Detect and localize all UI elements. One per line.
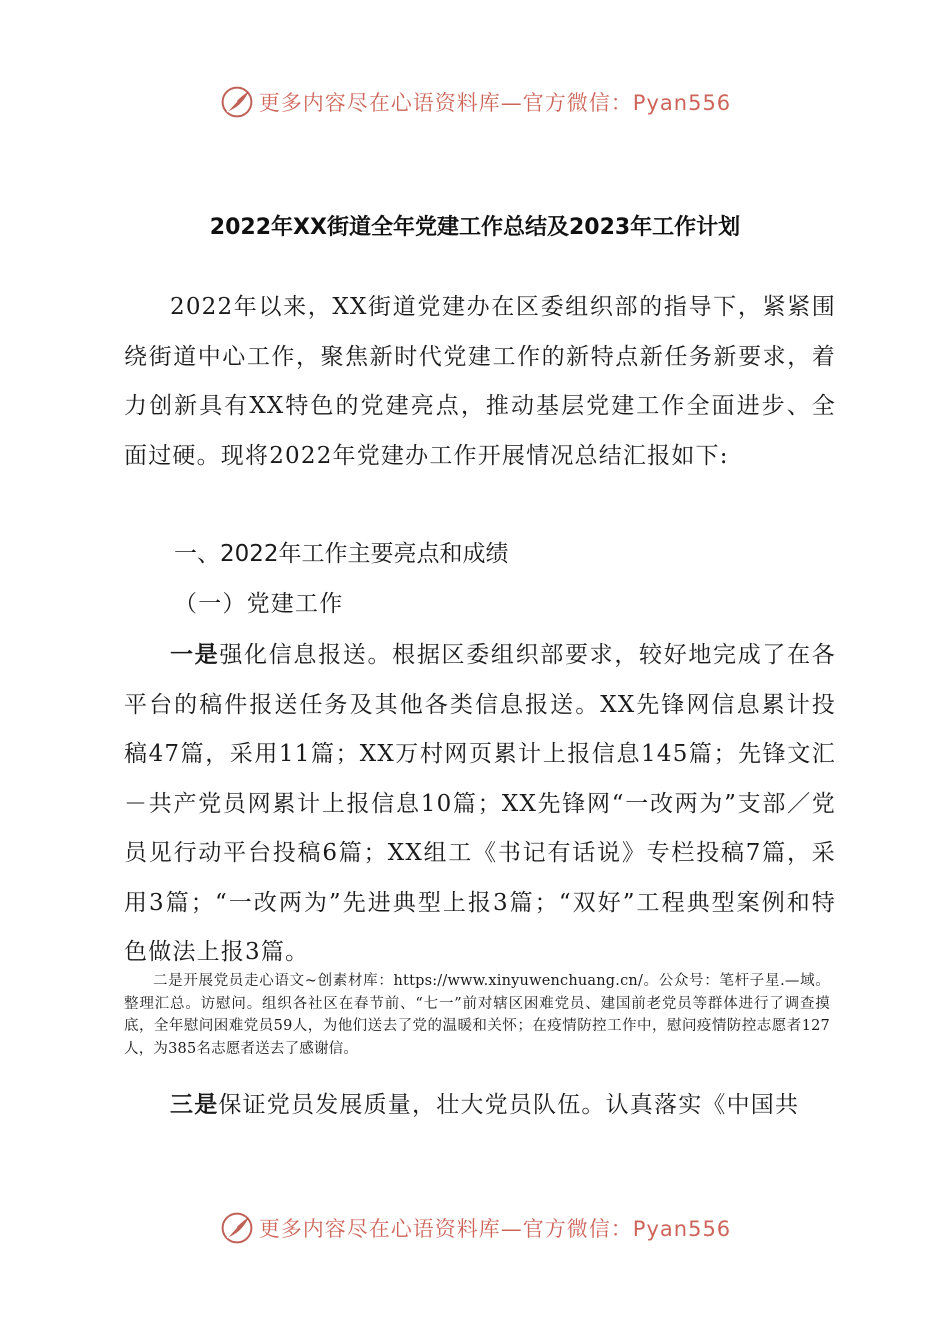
watermark-footer: [0, 1208, 950, 1248]
document-title: 2022年XX街道全年党建工作总结及2023年工作计划: [209, 215, 741, 240]
quill-pen-logo-icon: [219, 84, 255, 120]
item-paragraph-1: [124, 631, 836, 978]
item-text-3: 保证党员发展质量，壮大党员队伍。认真落实《中国共: [218, 1092, 800, 1118]
intro-paragraph: 2022年以来，XX街道党建办在区委组织部的指导下，紧紧围绕街道中心工作，聚焦新时代党建工作的新特点新任务新要求，着力创新具有XX特色的党建亮点，推动基层党建工作全面进步、全面过硬。现将2022年党建办工作开展情况总结汇报如下:: [124, 294, 836, 469]
item-lead-3: 三是: [170, 1092, 219, 1118]
watermark-text: 更多内容尽在心语资料库—官方微信：Pyan556: [258, 91, 732, 115]
watermark-header: [0, 82, 950, 122]
item-paragraph-2: 二是开展党员走心语文~创素材库：https://www.xinyuwenchuang.cn/。公众号：笔杆子星.—域。整理汇总。访慰问。组织各社区在春节前、“七一”前对辖区困难党员、建国前老党员等群体进行了调查摸底，全年慰问困难党员59人，为他们送去了党的温暖和关怀；在疫情防控工作中，慰问疫情防控志愿者127人，为385名志愿者送去了感谢信。: [124, 973, 830, 1057]
section-heading: 一、2022年工作主要亮点和成绩: [174, 541, 509, 567]
item-lead-1: 一是: [170, 642, 220, 668]
subsection-heading: （一）党建工作: [174, 591, 344, 617]
item-paragraph-3: [124, 1081, 836, 1131]
item-text-1: 强化信息报送。根据区委组织部要求，较好地完成了在各平台的稿件报送任务及其他各类信息报送。XX先锋网信息累计投稿47篇，采用11篇；XX万村网页累计上报信息145篇；先锋文汇－共产党员网累计上报信息10篇；XX先锋网“一改两为”支部／党员见行动平台投稿6篇；XX组工《书记有话说》专栏投稿7篇，采用3篇；“一改两为”先进典型上报3篇；“双好”工程典型案例和特色做法上报3篇。: [124, 642, 836, 965]
quill-pen-logo-icon: [219, 1210, 255, 1246]
watermark-text: 更多内容尽在心语资料库—官方微信：Pyan556: [258, 1217, 732, 1241]
